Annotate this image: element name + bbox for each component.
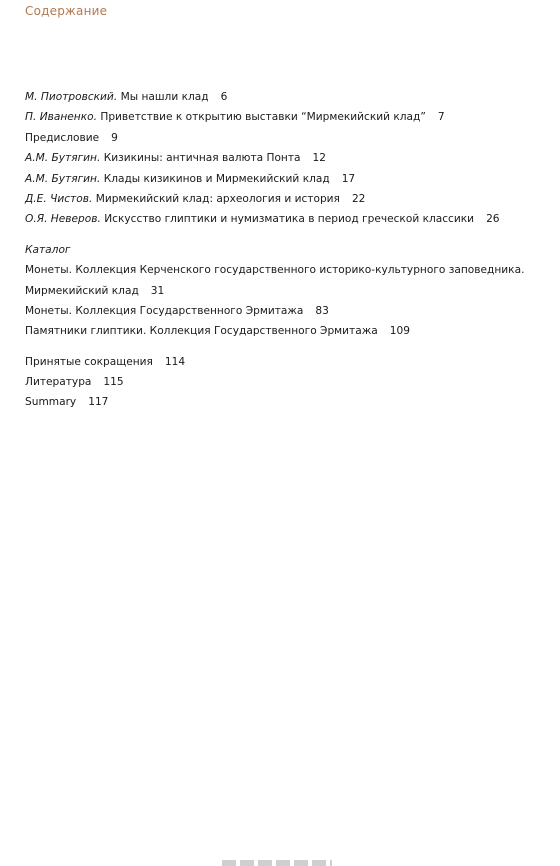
toc-entry-title: Кизикины: античная валюта Понта bbox=[103, 152, 301, 165]
catalog-section-label: Каталог bbox=[25, 243, 71, 256]
toc-entry bbox=[25, 87, 555, 107]
toc-entry bbox=[25, 189, 555, 209]
toc-entry-title: Summary bbox=[25, 396, 77, 409]
table-of-contents bbox=[25, 87, 555, 413]
toc-entry-title: Литература bbox=[25, 376, 92, 389]
toc-entry-title: Мирмекийский клад bbox=[25, 284, 139, 297]
toc-entry-author: Д.Е. Чистов. bbox=[25, 192, 93, 205]
toc-entry-page: 17 bbox=[341, 172, 356, 185]
toc-entry bbox=[25, 392, 555, 412]
toc-entry-page: 114 bbox=[164, 355, 186, 368]
toc-entry-title: Мы нашли клад bbox=[120, 91, 209, 103]
toc-entry-author: М. Пиотровский. bbox=[25, 91, 118, 103]
toc-entry-page: 31 bbox=[150, 284, 165, 297]
toc-entry-title: Монеты. Коллекция Государственного Эрмитажа bbox=[25, 304, 304, 317]
toc-entry-page: 83 bbox=[315, 304, 329, 317]
toc-entry-page: 7 bbox=[437, 111, 445, 124]
toc-entry bbox=[25, 209, 555, 229]
toc-entry bbox=[25, 260, 555, 280]
toc-entry-author: О.Я. Неверов. bbox=[25, 213, 101, 226]
toc-entry-title: Монеты. Коллекция Керченского государственного историко-культурного заповедника. bbox=[25, 264, 525, 277]
page-title: Содержание bbox=[25, 4, 108, 18]
toc-entry-author: П. Иваненко. bbox=[25, 111, 97, 124]
toc-entry bbox=[25, 321, 555, 341]
toc-entry-author: А.М. Бутягин. bbox=[25, 172, 101, 185]
toc-entry-page: 22 bbox=[351, 192, 366, 205]
toc-entry-page: 117 bbox=[88, 396, 109, 409]
toc-entry bbox=[25, 169, 555, 189]
toc-entry-title: Памятники глиптики. Коллекция Государственного Эрмитажа bbox=[25, 325, 378, 338]
section-spacer bbox=[25, 342, 555, 352]
toc-entry bbox=[25, 301, 555, 321]
toc-entry-page: 109 bbox=[389, 325, 410, 338]
toc-entry bbox=[25, 352, 555, 372]
toc-entry-title: Мирмекийский клад: археология и история bbox=[95, 192, 340, 205]
toc-entry bbox=[25, 128, 555, 148]
toc-entry-page: 115 bbox=[103, 376, 124, 389]
page-edge-mark bbox=[222, 860, 332, 866]
toc-entry-page: 26 bbox=[486, 213, 500, 226]
toc-entry bbox=[25, 372, 555, 392]
toc-entry-page: 6 bbox=[220, 91, 228, 103]
toc-entry bbox=[25, 148, 555, 168]
toc-entry-page: 9 bbox=[111, 131, 118, 144]
toc-entry-author: А.М. Бутягин. bbox=[25, 152, 101, 165]
toc-entry-page: 12 bbox=[312, 152, 327, 165]
toc-entry-title: Принятые сокращения bbox=[25, 355, 153, 368]
toc-entry-title: Искусство глиптики и нумизматика в период греческой классики bbox=[104, 213, 475, 226]
toc-entry-title: Предисловие bbox=[25, 131, 100, 144]
toc-entry bbox=[25, 107, 555, 127]
toc-entry-title: Клады кизикинов и Мирмекийский клад bbox=[103, 172, 330, 185]
toc-entry-title: Приветствие к открытию выставки “Мирмекийский клад” bbox=[100, 111, 426, 124]
toc-entry bbox=[25, 281, 555, 301]
